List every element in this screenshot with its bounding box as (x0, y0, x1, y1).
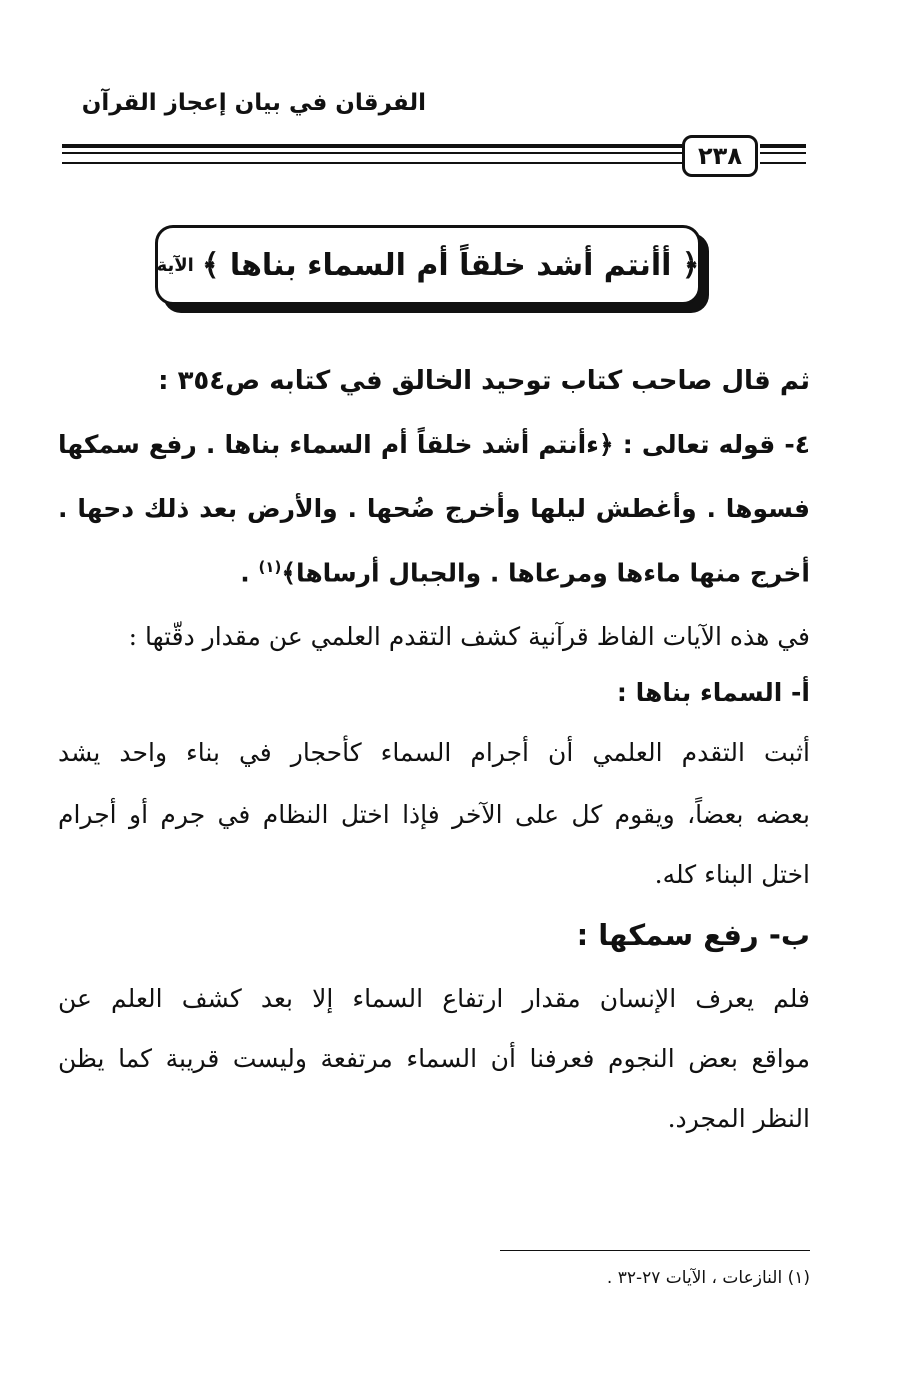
heading-a: أ- السماء بناها : (616, 678, 810, 707)
verse-line-2: فسوها . وأغطش ليلها وأخرج ضُحها . والأرض بعد ذلك دحها . (58, 494, 810, 523)
footnote-1: (١) النازعات ، الآيات ٢٧-٣٢ . (606, 1268, 810, 1288)
intro-line: ثم قال صاحب كتاب توحيد الخالق في كتابه ص٣٥٤ : (158, 366, 810, 396)
para-b-line-3: النظر المجرد. (667, 1104, 810, 1133)
para-a-line-3: اختل البناء كله. (654, 860, 810, 889)
header-rule-thick (62, 144, 682, 148)
header-rule-thin-2 (62, 162, 682, 164)
para-a-line-2: بعضه بعضاً، ويقوم كل على الآخر فإذا اختل النظام في جرم أو أجرام (58, 800, 810, 829)
verse-line-3-text: أخرج منها ماءها ومرعاها . والجبال أرساها﴾ (281, 558, 810, 588)
verse-line-3 (240, 558, 810, 587)
para-a-line-1: أثبت التقدم العلمي أن أجرام السماء كأحجار في بناء واحد يشد (58, 738, 810, 767)
header-rule-short-thin (760, 152, 806, 154)
header-rule-short-thick (760, 144, 806, 148)
verse-line-3-end: . (240, 558, 259, 588)
section-title-box (155, 225, 701, 305)
running-head-title: الفرقان في بيان إعجاز القرآن (81, 90, 426, 116)
footnote-separator (500, 1250, 810, 1251)
page-number: ٢٣٨ (682, 135, 758, 177)
section-title-text: ﴿ أأنتم أشد خلقاً أم السماء بناها ﴾ (201, 247, 700, 283)
header-rule-thin (62, 152, 682, 154)
header-rule-short-thin-2 (760, 162, 806, 164)
footnote-ref: (١) (258, 558, 282, 576)
para-b-line-2: مواقع بعض النجوم فعرفنا أن السماء مرتفعة وليست قريبة كما يظن (58, 1044, 810, 1073)
para-b-line-1: فلم يعرف الإنسان مقدار ارتفاع السماء إلا بعد كشف العلم عن (58, 984, 810, 1013)
section-title-suffix: الآية (156, 254, 194, 276)
verse-line-1: ٤- قوله تعالى : ﴿ءأنتم أشد خلقاً أم السماء بناها . رفع سمكها (58, 430, 810, 459)
paragraph-intro: في هذه الآيات الفاظ قرآنية كشف التقدم العلمي عن مقدار دقّتها : (128, 622, 810, 651)
heading-b: ب- رفع سمكها : (576, 918, 810, 952)
